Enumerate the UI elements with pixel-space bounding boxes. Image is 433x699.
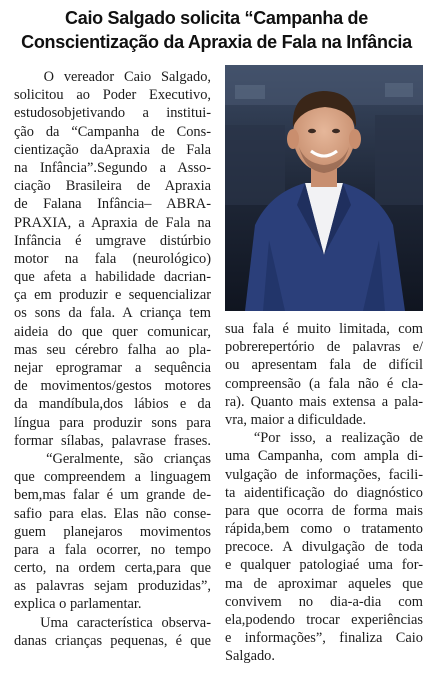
text-line: ta aidentificação do diagnóstico — [225, 484, 423, 501]
article-column-right — [225, 320, 423, 666]
text-line: precoce. A divulgação de toda — [225, 539, 423, 556]
text-line: cientização daApraxia de Fala — [14, 141, 211, 158]
text-line: língua para produzir sons para — [14, 414, 211, 431]
text-line: ou apresentam fala de difícil — [225, 357, 423, 374]
text-line: para que ocorra de forma mais — [225, 502, 423, 519]
text-line: guem planejaros movimentos — [14, 523, 211, 540]
text-line: danas crianças pequenas, é que — [14, 632, 211, 649]
text-line: rápida,bem como o tratamento — [225, 521, 423, 538]
text-line: ciação Brasileira de Apraxia — [14, 178, 211, 195]
text-line: de Falana Infância– ABRA- — [14, 196, 211, 213]
text-line: compreensão (a fala não é cla- — [225, 375, 423, 392]
text-line: certo, na ordem certa,para que — [14, 560, 211, 577]
text-line: sua fala é muito limitada, com — [225, 321, 423, 337]
text-line: ção da “Campanha de Cons- — [14, 123, 211, 140]
text-line: Infância é umgrave distúrbio — [14, 232, 211, 249]
text-line: bem,mas falar é um grande de- — [14, 487, 211, 504]
text-line: ça em produzir e sequencializar — [14, 287, 211, 304]
text-line: uma Campanha, com ampla di- — [225, 448, 423, 465]
text-line: que compreendem a linguagem — [14, 469, 211, 486]
text-line: estudosobjetivando a institui- — [14, 105, 211, 122]
headline-line-2: Conscientização da Apraxia de Fala na Infância — [21, 32, 412, 52]
text-line: “Por isso, a realização de — [225, 430, 423, 447]
text-line: as palavras sejam produzidas”, — [14, 578, 211, 595]
text-line: os sons da fala. A criança tem — [14, 305, 211, 322]
text-line: ela,podendo trocar experiências — [225, 612, 423, 628]
text-line: na Infância”.Segundo a Asso- — [14, 159, 211, 176]
text-line: O vereador Caio Salgado, — [14, 69, 211, 85]
text-line: de movimentos/gestos motores — [14, 378, 211, 395]
text-line: solicitou ao Poder Executivo, — [14, 87, 211, 104]
text-line: “Geralmente, são crianças — [14, 450, 211, 467]
text-line: Salgado. — [225, 648, 275, 665]
text-line: pobrerepertório de palavras e/ — [225, 339, 423, 356]
portrait-illustration — [225, 65, 423, 311]
article-headline — [0, 6, 433, 54]
text-line: convivem no dia-a-dia com — [225, 593, 423, 610]
text-line: Uma característica observa- — [14, 614, 211, 631]
text-line: PRAXIA, a Apraxia de Fala na — [14, 214, 211, 231]
text-line: nejar eprogramar a sequência — [14, 360, 211, 376]
text-line: para a fala ocorrer, no tempo — [14, 541, 211, 558]
text-line: formar sílabas, palavrase frases. — [14, 432, 211, 449]
text-line: vra, maior a dificuldade. — [225, 411, 367, 428]
article-column-left — [14, 68, 211, 650]
text-line: e qualquer patologiaé uma for- — [225, 557, 423, 574]
text-line: mas seu cérebro falha ao pla- — [14, 341, 211, 358]
text-line: aideia do que quer comunicar, — [14, 323, 211, 340]
text-line: vulgação de informações, facili- — [225, 466, 423, 483]
headline-line-1: Caio Salgado solicita “Campanha de — [65, 8, 368, 28]
text-line: motor na fala (neurológico) — [14, 250, 211, 267]
article-photo — [225, 65, 423, 311]
text-line: ra). Quanto mais extensa a pala- — [225, 393, 423, 410]
text-line: que afeta a habilidade dacrian- — [14, 269, 211, 286]
text-line: da mandíbula,dos lábios e da — [14, 396, 211, 413]
text-line: explica o parlamentar. — [14, 596, 142, 613]
text-line: safio para elas. Elas não conse- — [14, 505, 211, 522]
text-line: ma de aproximar aqueles que — [225, 575, 423, 592]
text-line: e informações”, finaliza Caio — [225, 630, 423, 647]
